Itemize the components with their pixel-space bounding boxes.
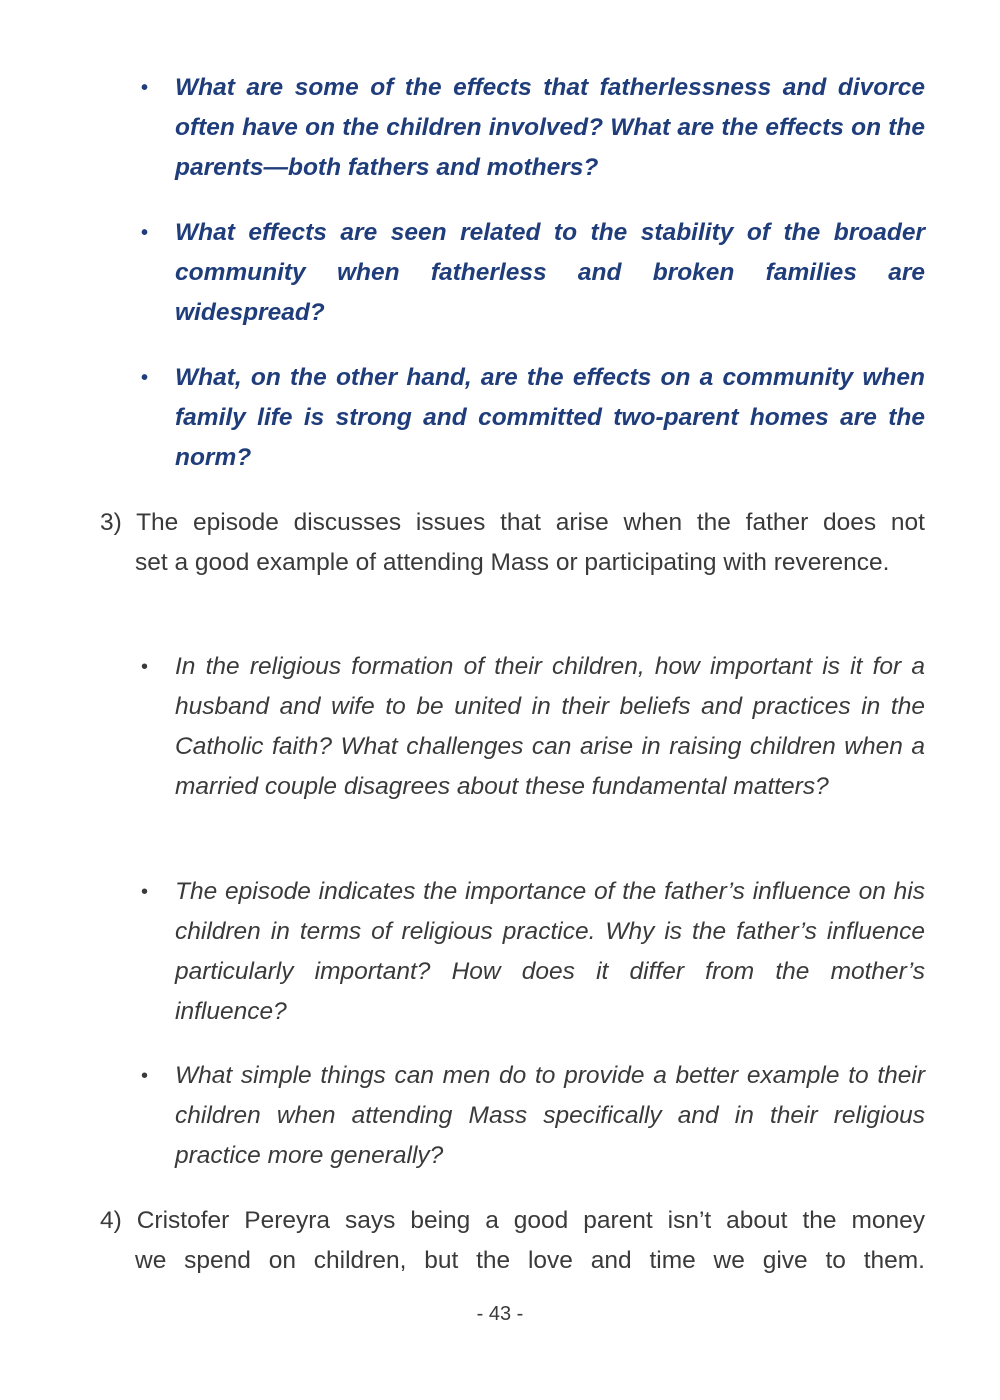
sub-question-text: In the religious formation of their children, how important is it for a husband and wife to be united in their beliefs and practices in the Catholic faith? What challenges can arise in raising children when a married couple disagrees about these fundamental matters?	[175, 653, 925, 800]
numbered-question-continuation: we spend on children, but the love and time we give to them.	[135, 1247, 925, 1274]
bullet-icon: •	[141, 656, 149, 678]
numbered-question-3	[100, 503, 925, 583]
question-bullet	[141, 358, 925, 478]
numbered-question-first-line: 4) Cristofer Pereyra says being a good parent isn’t about the money	[100, 1207, 925, 1234]
question-bullet	[141, 213, 925, 333]
bullet-icon: •	[141, 881, 149, 903]
numbered-question-first-line: 3) The episode discusses issues that arise when the father does not	[100, 509, 925, 536]
sub-question-bullet	[141, 647, 925, 807]
sub-question-bullet	[141, 872, 925, 1032]
sub-question-bullet	[141, 1056, 925, 1176]
bullet-icon: •	[141, 222, 149, 244]
sub-question-text: The episode indicates the importance of the father’s influence on his children in terms of religious practice. Why is the father’s influence particularly important? How does it differ from the mother’s influence?	[175, 878, 925, 1025]
question-text: What are some of the effects that fatherlessness and divorce often have on the children involved? What are the effects on the parents—both fathers and mothers?	[175, 74, 925, 181]
numbered-question-4	[100, 1201, 925, 1281]
bullet-icon: •	[141, 77, 149, 99]
numbered-question-continuation: set a good example of attending Mass or participating with reverence.	[135, 549, 890, 576]
bullet-icon: •	[141, 1065, 149, 1087]
question-text: What, on the other hand, are the effects on a community when family life is strong and committed two-parent homes are the norm?	[175, 364, 925, 471]
sub-question-text: What simple things can men do to provide a better example to their children when attending Mass specifically and in their religious practice more generally?	[175, 1062, 925, 1169]
question-text: What effects are seen related to the stability of the broader community when fatherless and broken families are widespread?	[175, 219, 925, 326]
bullet-icon: •	[141, 367, 149, 389]
page-number: - 43 -	[476, 1303, 524, 1325]
question-bullet	[141, 68, 925, 188]
